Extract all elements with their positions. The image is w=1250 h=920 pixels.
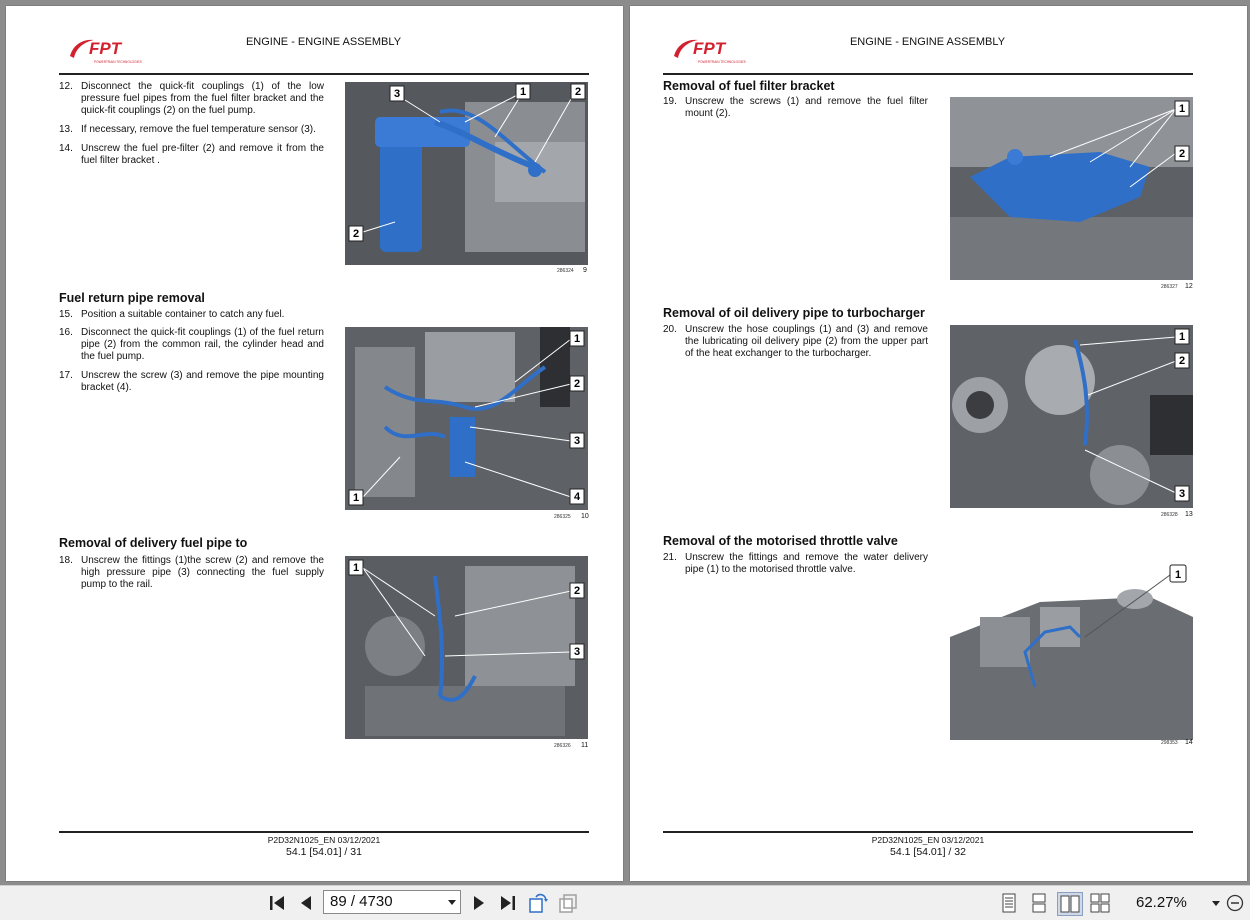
step-item: 17. Unscrew the screw (3) and remove the pipe mounting bracket (4). xyxy=(59,370,324,393)
svg-text:2: 2 xyxy=(353,228,360,240)
footer-doc-code: P2D32N1025_EN 03/12/2021 xyxy=(871,835,985,845)
header-rule xyxy=(663,73,1193,75)
next-page-icon[interactable] xyxy=(468,892,490,914)
prev-page-icon[interactable] xyxy=(295,892,317,914)
first-page-icon[interactable] xyxy=(266,892,288,914)
svg-text:1: 1 xyxy=(1179,331,1186,343)
svg-text:2: 2 xyxy=(574,378,581,390)
svg-text:1: 1 xyxy=(1179,103,1186,115)
section-title: Removal of the motorised throttle valve xyxy=(663,534,898,548)
document-page-left xyxy=(6,6,623,881)
svg-text:POWERTRAIN TECHNOLOGIES: POWERTRAIN TECHNOLOGIES xyxy=(94,60,142,64)
svg-text:1: 1 xyxy=(353,492,360,504)
figure-ref: 286324 xyxy=(557,268,574,274)
svg-text:1: 1 xyxy=(574,333,581,345)
header-rule xyxy=(59,73,589,75)
svg-text:1: 1 xyxy=(353,562,360,574)
figure-ref: 298353 xyxy=(1161,740,1178,746)
svg-text:4: 4 xyxy=(574,491,581,503)
figure-number: 13 xyxy=(1185,511,1193,518)
copy-icon[interactable] xyxy=(557,892,579,914)
rotate-icon[interactable] xyxy=(527,892,549,914)
svg-text:FPT: FPT xyxy=(89,39,122,58)
document-page-right xyxy=(630,6,1247,881)
figure-number: 12 xyxy=(1185,283,1193,290)
figure-number: 10 xyxy=(581,513,589,520)
figure-ref: 286325 xyxy=(554,514,571,520)
fpt-logo xyxy=(668,36,764,66)
step-item: 16. Disconnect the quick-fit couplings (1) of the fuel return pipe (2) from the common rail, the cylinder head and the fuel pump. xyxy=(59,327,324,362)
section-title: Removal of fuel filter bracket xyxy=(663,79,835,93)
section-title: Removal of delivery fuel pipe to xyxy=(59,536,248,550)
footer-page-number: 54.1 [54.01] / 31 xyxy=(286,846,362,858)
zoom-level[interactable]: 62.27% xyxy=(1136,894,1187,911)
figure-fuel-return-pipe xyxy=(345,327,588,510)
figure-number: 14 xyxy=(1185,739,1193,746)
two-page-view-icon[interactable] xyxy=(1057,892,1083,916)
figure-ref: 286326 xyxy=(554,743,571,749)
svg-text:1: 1 xyxy=(520,86,527,98)
figure-ref: 286327 xyxy=(1161,284,1178,290)
last-page-icon[interactable] xyxy=(497,892,519,914)
figure-number: 9 xyxy=(583,267,587,274)
step-item: 12. Disconnect the quick-fit couplings (1) of the low pressure fuel pipes from the fuel filter bracket and the quick-fit couplings (2) on the fuel pump. xyxy=(59,81,324,116)
single-page-view-icon[interactable] xyxy=(998,892,1020,914)
page-number-value: 89 / 4730 xyxy=(330,893,393,910)
svg-text:POWERTRAIN TECHNOLOGIES: POWERTRAIN TECHNOLOGIES xyxy=(698,60,746,64)
svg-text:FPT: FPT xyxy=(693,39,726,58)
step-item: 21. Unscrew the fittings and remove the water delivery pipe (1) to the motorised throttle valve. xyxy=(663,552,928,575)
figure-fuel-filter-bracket xyxy=(950,97,1193,280)
zoom-out-icon[interactable] xyxy=(1224,892,1246,914)
section-title: Removal of oil delivery pipe to turbocharger xyxy=(663,306,925,320)
viewer-toolbar xyxy=(0,885,1250,920)
figure-delivery-fuel-pipe xyxy=(345,556,588,739)
footer-doc-code: P2D32N1025_EN 03/12/2021 xyxy=(267,835,381,845)
svg-text:3: 3 xyxy=(394,88,401,100)
svg-text:3: 3 xyxy=(1179,488,1186,500)
step-item: 19. Unscrew the screws (1) and remove the fuel filter mount (2). xyxy=(663,96,928,119)
step-item: 13. If necessary, remove the fuel temperature sensor (3). xyxy=(59,124,316,135)
svg-text:2: 2 xyxy=(1179,355,1186,367)
chevron-down-icon[interactable] xyxy=(1212,901,1220,906)
svg-text:2: 2 xyxy=(575,86,582,98)
figure-throttle-valve xyxy=(950,557,1193,740)
footer-page-number: 54.1 [54.01] / 32 xyxy=(890,846,966,858)
fpt-logo xyxy=(64,36,160,66)
footer-rule xyxy=(59,831,589,833)
figure-ref: 286328 xyxy=(1161,512,1178,518)
page-header-title: ENGINE - ENGINE ASSEMBLY xyxy=(849,36,1006,48)
svg-text:2: 2 xyxy=(1179,148,1186,160)
two-page-continuous-view-icon[interactable] xyxy=(1089,892,1111,914)
chevron-down-icon[interactable] xyxy=(448,900,456,905)
svg-text:3: 3 xyxy=(574,435,581,447)
section-title: Fuel return pipe removal xyxy=(59,291,205,305)
page-number-input[interactable] xyxy=(323,890,461,914)
step-item: 15. Position a suitable container to catch any fuel. xyxy=(59,309,285,320)
continuous-view-icon[interactable] xyxy=(1028,892,1050,914)
figure-fuel-filter xyxy=(345,82,588,265)
svg-text:2: 2 xyxy=(574,585,581,597)
svg-text:1: 1 xyxy=(1175,569,1182,581)
page-header-title: ENGINE - ENGINE ASSEMBLY xyxy=(245,36,402,48)
step-item: 14. Unscrew the fuel pre-filter (2) and remove it from the fuel filter bracket . xyxy=(59,143,324,166)
figure-number: 11 xyxy=(581,742,589,749)
footer-rule xyxy=(663,831,1193,833)
step-item: 20. Unscrew the hose couplings (1) and (3) and remove the lubricating oil delivery pipe (2) from the upper part of the heat exchanger to the turbocharger. xyxy=(663,324,928,359)
step-item: 18. Unscrew the fittings (1)the screw (2) and remove the high pressure pipe (3) connecting the fuel supply pump to the rail. xyxy=(59,555,324,590)
svg-text:3: 3 xyxy=(574,646,581,658)
figure-oil-delivery-pipe xyxy=(950,325,1193,508)
